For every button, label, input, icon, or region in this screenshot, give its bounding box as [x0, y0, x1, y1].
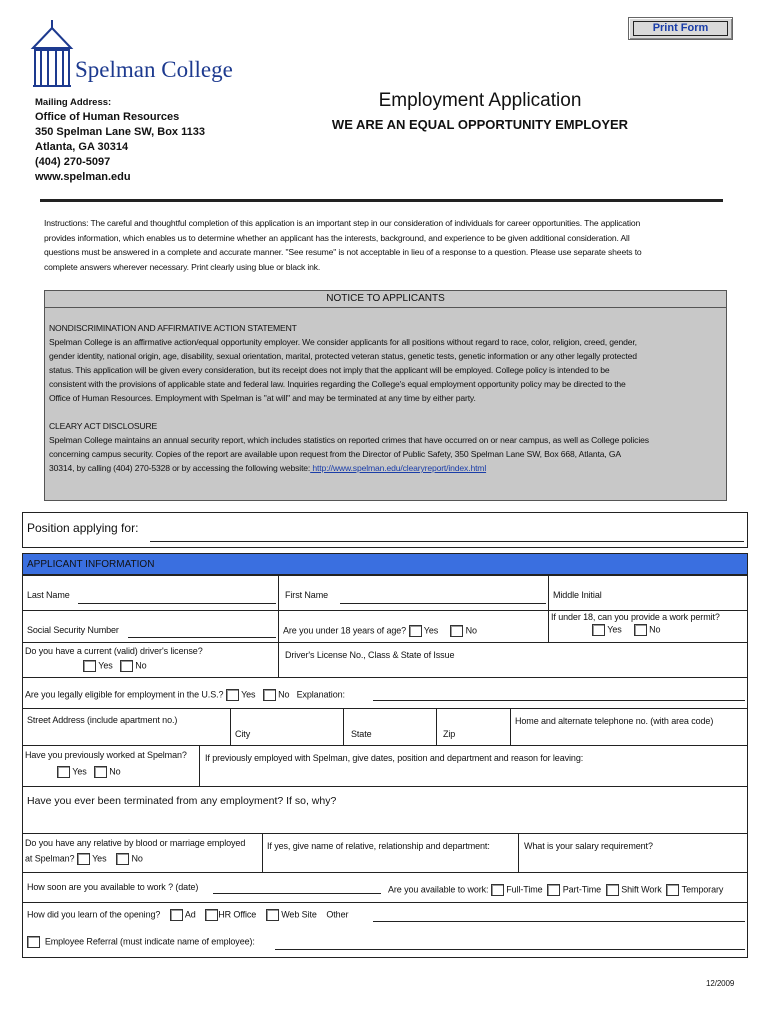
notice-heading: NOTICE TO APPLICANTS	[326, 293, 445, 304]
work-permit-options	[592, 624, 660, 636]
middle-initial-label: Middle Initial	[553, 590, 602, 600]
no-label: No	[135, 660, 147, 671]
instructions-line: Instructions: The careful and thoughtful completion of this application is an important step in our consideration of individuals for career opportunities. The application	[44, 218, 641, 228]
referral-checkbox[interactable]	[27, 936, 40, 948]
learn-options	[27, 909, 348, 921]
hr-office-checkbox[interactable]	[205, 909, 218, 921]
col-divider	[278, 575, 279, 642]
row-divider	[22, 745, 748, 746]
last-name-input[interactable]	[78, 603, 276, 604]
learn-label: How did you learn of the opening?	[27, 909, 161, 920]
row-divider	[22, 610, 748, 611]
yes-label: Yes	[607, 624, 622, 635]
referral-input[interactable]	[275, 949, 745, 950]
explanation-input[interactable]	[373, 700, 745, 701]
row-divider	[22, 833, 748, 834]
relative-label: Do you have any relative by blood or marriage employed	[25, 838, 246, 848]
last-name-label: Last Name	[27, 590, 70, 600]
shift-work-checkbox[interactable]	[606, 884, 619, 896]
other-label: Other	[326, 909, 349, 920]
row-divider	[22, 902, 748, 903]
yes-label: Yes	[241, 689, 256, 700]
first-name-input[interactable]	[340, 603, 546, 604]
ad-checkbox[interactable]	[170, 909, 183, 921]
col-divider	[548, 575, 549, 642]
notice-text: status. This application will be given every consideration, but its receipt does not imply that the applicant will be employed. College policy is intended to be	[49, 365, 610, 375]
col-divider	[436, 708, 437, 746]
state-label: State	[351, 729, 372, 739]
relative-yes-checkbox[interactable]	[77, 853, 90, 865]
city-label: City	[235, 729, 251, 739]
full-time-label: Full-Time	[506, 884, 543, 895]
street-label: Street Address (include apartment no.)	[27, 715, 178, 725]
web-site-label: Web Site	[281, 909, 317, 920]
relative-details-label: If yes, give name of relative, relationship and department:	[267, 841, 490, 851]
ssn-input[interactable]	[128, 637, 276, 638]
mailing-line: www.spelman.edu	[35, 171, 131, 183]
page-title: Employment Application	[378, 90, 582, 111]
mailing-line: (404) 270-5097	[35, 156, 111, 168]
print-form-button[interactable]: Print Form	[628, 17, 733, 40]
instructions-line: complete answers wherever necessary. Print clearly using blue or black ink.	[44, 261, 321, 272]
under18-group	[283, 625, 477, 637]
ad-label: Ad	[184, 909, 196, 920]
ssn-label: Social Security Number	[27, 625, 119, 635]
yes-label: Yes	[98, 660, 113, 671]
notice-text: Office of Human Resources. Employment with Spelman is "at will" and may be terminated at any time by either party.	[49, 393, 476, 403]
referral-group	[27, 936, 255, 948]
notice-text: consistent with the provisions of applicable state and federal law. Inquiries regarding the College's equal employment opportunity policy may be directed to the	[49, 379, 626, 389]
mailing-address	[35, 95, 205, 185]
available-when-input[interactable]	[213, 893, 381, 894]
page-subtitle: WE ARE AN EQUAL OPPORTUNITY EMPLOYER	[331, 117, 629, 132]
temporary-checkbox[interactable]	[666, 884, 679, 896]
row-divider	[22, 708, 748, 709]
mailing-line: Office of Human Resources	[35, 111, 180, 123]
zip-label: Zip	[443, 729, 456, 739]
cleary-heading: CLEARY ACT DISCLOSURE	[49, 421, 158, 431]
notice-text: Spelman College maintains an annual security report, which includes statistics on reported crimes that have occurred on or near campus, as well as College policies	[49, 435, 649, 445]
no-label: No	[465, 625, 477, 636]
work-permit-label: If under 18, can you provide a work permit?	[551, 612, 720, 622]
yes-label: Yes	[92, 853, 107, 864]
drivers-license-label: Do you have a current (valid) driver's license?	[25, 646, 203, 656]
mailing-label: Mailing Address:	[35, 97, 112, 108]
relative-no-checkbox[interactable]	[116, 853, 129, 865]
web-site-checkbox[interactable]	[266, 909, 279, 921]
first-name-label: First Name	[285, 590, 329, 600]
yes-label: Yes	[72, 766, 87, 777]
footer-date: 12/2009	[706, 979, 735, 988]
availability-options	[388, 884, 723, 896]
col-divider	[262, 833, 263, 872]
hr-office-label: HR Office	[218, 909, 257, 920]
full-time-checkbox[interactable]	[491, 884, 504, 896]
col-divider	[518, 833, 519, 872]
shift-work-label: Shift Work	[621, 884, 662, 895]
explanation-label: Explanation:	[296, 689, 345, 700]
position-label: Position applying for:	[27, 521, 139, 535]
notice-text: Spelman College is an affirmative action/equal opportunity employer. We consider applicants for all positions without regard to race, color, religion, creed, gender,	[49, 337, 637, 347]
cleary-report-link[interactable]: http://www.spelman.edu/clearyreport/index.html	[310, 463, 487, 473]
notice-box	[44, 290, 727, 501]
mailing-line: 350 Spelman Lane SW, Box 1133	[35, 126, 205, 138]
temporary-label: Temporary	[681, 884, 724, 895]
prev-worked-yes-checkbox[interactable]	[57, 766, 70, 778]
under18-yes-checkbox[interactable]	[409, 625, 422, 637]
under18-no-checkbox[interactable]	[450, 625, 463, 637]
col-divider	[278, 642, 279, 678]
no-label: No	[131, 853, 143, 864]
part-time-checkbox[interactable]	[547, 884, 560, 896]
notice-text: gender identity, national origin, age, disability, sexual orientation, marital, protected veteran status, genetic tests, genetic information or any other legally protected	[49, 351, 637, 361]
applicant-info-header: APPLICANT INFORMATION	[22, 553, 748, 575]
prev-worked-no-checkbox[interactable]	[94, 766, 107, 778]
position-input[interactable]	[150, 541, 744, 542]
other-input[interactable]	[373, 921, 745, 922]
eligible-yes-checkbox[interactable]	[226, 689, 239, 701]
available-for-label: Are you available to work:	[388, 884, 489, 895]
phone-label: Home and alternate telephone no. (with area code)	[515, 716, 714, 726]
instructions-line: provides information, which enables us to determine whether an applicant has the interests, background, and experience to be given additional consideration. All	[44, 232, 630, 243]
instructions-line: questions must be answered in a complete and accurate manner. "See resume" is not acceptable in lieu of a response to a question. Please use separate sheets to	[44, 247, 642, 257]
salary-label: What is your salary requirement?	[524, 841, 653, 851]
terminated-label: Have you ever been terminated from any employment? If so, why?	[27, 795, 337, 807]
col-divider	[510, 708, 511, 746]
relative-label-2: at Spelman?	[25, 853, 75, 864]
notice-text	[49, 461, 486, 475]
part-time-label: Part-Time	[562, 884, 602, 895]
work-permit-no-checkbox[interactable]	[634, 624, 647, 636]
eligible-label: Are you legally eligible for employment in the U.S.?	[25, 689, 224, 700]
college-name: Spelman College	[75, 57, 233, 82]
row-divider	[22, 642, 748, 643]
row-divider	[22, 677, 748, 678]
notice-text: concerning campus security. Copies of the report are available upon request from the Director of Public Safety, 350 Spelman Lane SW, Box 668, Atlanta, GA	[49, 449, 621, 459]
nondiscrimination-heading: NONDISCRIMINATION AND AFFIRMATIVE ACTION STATEMENT	[49, 323, 297, 333]
prev-worked-label: Have you previously worked at Spelman?	[25, 750, 187, 760]
notice-text-last: 30314, by calling (404) 270-5328 or by accessing the following website:	[49, 463, 311, 473]
col-divider	[230, 708, 231, 746]
prev-details-label: If previously employed with Spelman, give dates, position and department and reason for leaving:	[205, 753, 584, 763]
header-divider	[40, 199, 723, 202]
eligible-no-checkbox[interactable]	[263, 689, 276, 701]
no-label: No	[109, 766, 121, 777]
referral-label: Employee Referral (must indicate name of employee):	[44, 936, 255, 947]
drivers-yes-checkbox[interactable]	[83, 660, 96, 672]
row-divider	[22, 872, 748, 873]
col-divider	[343, 708, 344, 746]
relative-options	[25, 853, 143, 865]
instructions	[44, 216, 642, 274]
drivers-options	[83, 660, 147, 672]
yes-label: Yes	[423, 625, 439, 636]
no-label: No	[278, 689, 290, 700]
notice-divider	[45, 307, 726, 308]
mailing-line: Atlanta, GA 30314	[35, 141, 129, 153]
available-when-label: How soon are you available to work ? (date)	[27, 882, 199, 892]
prev-worked-options	[57, 766, 121, 778]
col-divider	[199, 745, 200, 786]
drivers-number-label: Driver's License No., Class & State of Issue	[285, 650, 455, 660]
work-permit-yes-checkbox[interactable]	[592, 624, 605, 636]
no-label: No	[649, 624, 661, 635]
drivers-no-checkbox[interactable]	[120, 660, 133, 672]
eligible-group	[25, 689, 345, 701]
under18-label: Are you under 18 years of age?	[283, 625, 407, 636]
row-divider	[22, 786, 748, 787]
